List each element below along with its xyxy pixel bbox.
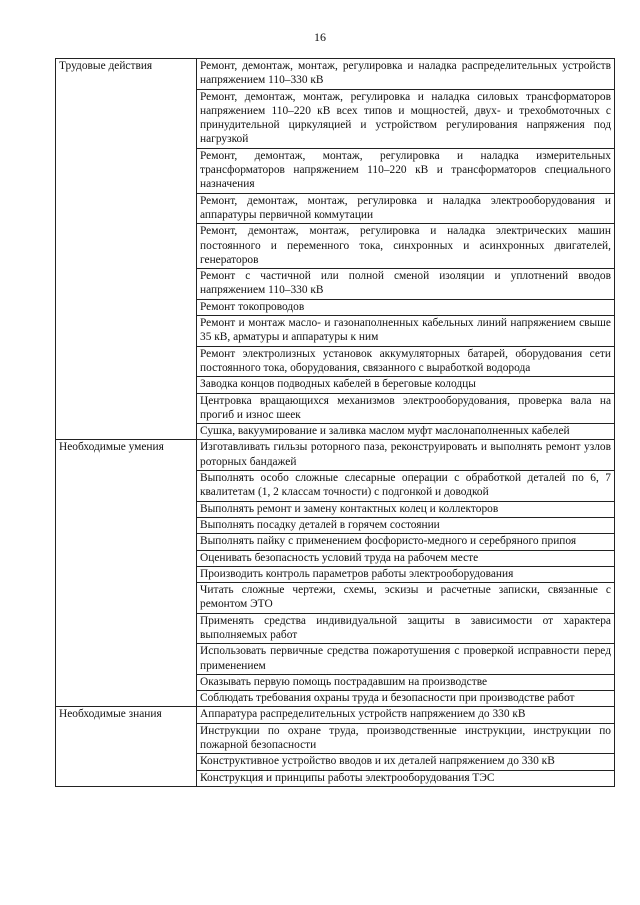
table-cell-item: Заводка концов подводных кабелей в береговые колодцы [197, 377, 615, 393]
section-label: Трудовые действия [56, 59, 197, 440]
table-cell-item: Выполнять пайку с применением фосфористо-медного и серебряного припоя [197, 534, 615, 550]
section-label: Необходимые умения [56, 440, 197, 707]
table-cell-item: Производить контроль параметров работы электрооборудования [197, 566, 615, 582]
table-cell-item: Выполнять посадку деталей в горячем состоянии [197, 517, 615, 533]
table-cell-item: Инструкции по охране труда, производственные инструкции, инструкции по пожарной безопасности [197, 723, 615, 754]
table-cell-item: Ремонт, демонтаж, монтаж, регулировка и наладка измерительных трансформаторов напряжением 110–220 кВ и трансформаторов специального назначения [197, 148, 615, 193]
page-number: 16 [314, 30, 326, 44]
table-row [56, 59, 615, 90]
table-cell-item: Применять средства индивидуальной защиты в зависимости от характера выполняемых работ [197, 613, 615, 644]
table-cell-item: Оценивать безопасность условий труда на рабочем месте [197, 550, 615, 566]
table-cell-item: Ремонт, демонтаж, монтаж, регулировка и наладка электрооборудования и аппаратуры первичной коммутации [197, 193, 615, 224]
table-cell-item: Выполнять ремонт и замену контактных колец и коллекторов [197, 501, 615, 517]
table-cell-item: Оказывать первую помощь пострадавшим на производстве [197, 674, 615, 690]
table-cell-item: Ремонт, демонтаж, монтаж, регулировка и наладка распределительных устройств напряжением 110–330 кВ [197, 59, 615, 90]
table-row [56, 440, 615, 471]
table-cell-item: Читать сложные чертежи, схемы, эскизы и расчетные записки, связанные с ремонтом ЭТО [197, 583, 615, 614]
table-cell-item: Ремонт, демонтаж, монтаж, регулировка и наладка электрических машин постоянного и переменного тока, синхронных и асинхронных двигателей, генераторов [197, 224, 615, 269]
table-cell-item: Ремонт, демонтаж, монтаж, регулировка и наладка силовых трансформаторов напряжением 110–220 кВ всех типов и мощностей, двух- и трехобмоточных с принудительной циркуляцией и устройством регулирования напряжения под нагрузкой [197, 89, 615, 148]
table-cell-item: Ремонт с частичной или полной сменой изоляции и уплотнений вводов напряжением 110–330 кВ [197, 269, 615, 300]
table-row [56, 707, 615, 723]
qualification-table-body [56, 59, 615, 787]
table-cell-item: Соблюдать требования охраны труда и безопасности при производстве работ [197, 691, 615, 707]
table-cell-item: Конструкция и принципы работы электрооборудования ТЭС [197, 770, 615, 786]
table-cell-item: Конструктивное устройство вводов и их деталей напряжением до 330 кВ [197, 754, 615, 770]
table-cell-item: Изготавливать гильзы роторного паза, реконструировать и выполнять ремонт узлов роторных бандажей [197, 440, 615, 471]
table-cell-item: Использовать первичные средства пожаротушения с проверкой исправности перед применением [197, 644, 615, 675]
table-cell-item: Аппаратура распределительных устройств напряжением до 330 кВ [197, 707, 615, 723]
table-cell-item: Сушка, вакуумирование и заливка маслом муфт маслонаполненных кабелей [197, 424, 615, 440]
qualification-table [55, 58, 615, 787]
table-cell-item: Ремонт токопроводов [197, 299, 615, 315]
table-cell-item: Центровка вращающихся механизмов электрооборудования, проверка вала на прогиб и износ шеек [197, 393, 615, 424]
table-cell-item: Ремонт электролизных установок аккумуляторных батарей, оборудования сети постоянного тока, оборудования, связанного с выработкой водорода [197, 346, 615, 377]
table-cell-item: Выполнять особо сложные слесарные операции с обработкой деталей по 6, 7 квалитетам (1, 2 классам точности) с подгонкой и доводкой [197, 471, 615, 502]
table-cell-item: Ремонт и монтаж масло- и газонаполненных кабельных линий напряжением свыше 35 кВ, арматуры и аппаратуры к ним [197, 316, 615, 347]
section-label: Необходимые знания [56, 707, 197, 786]
